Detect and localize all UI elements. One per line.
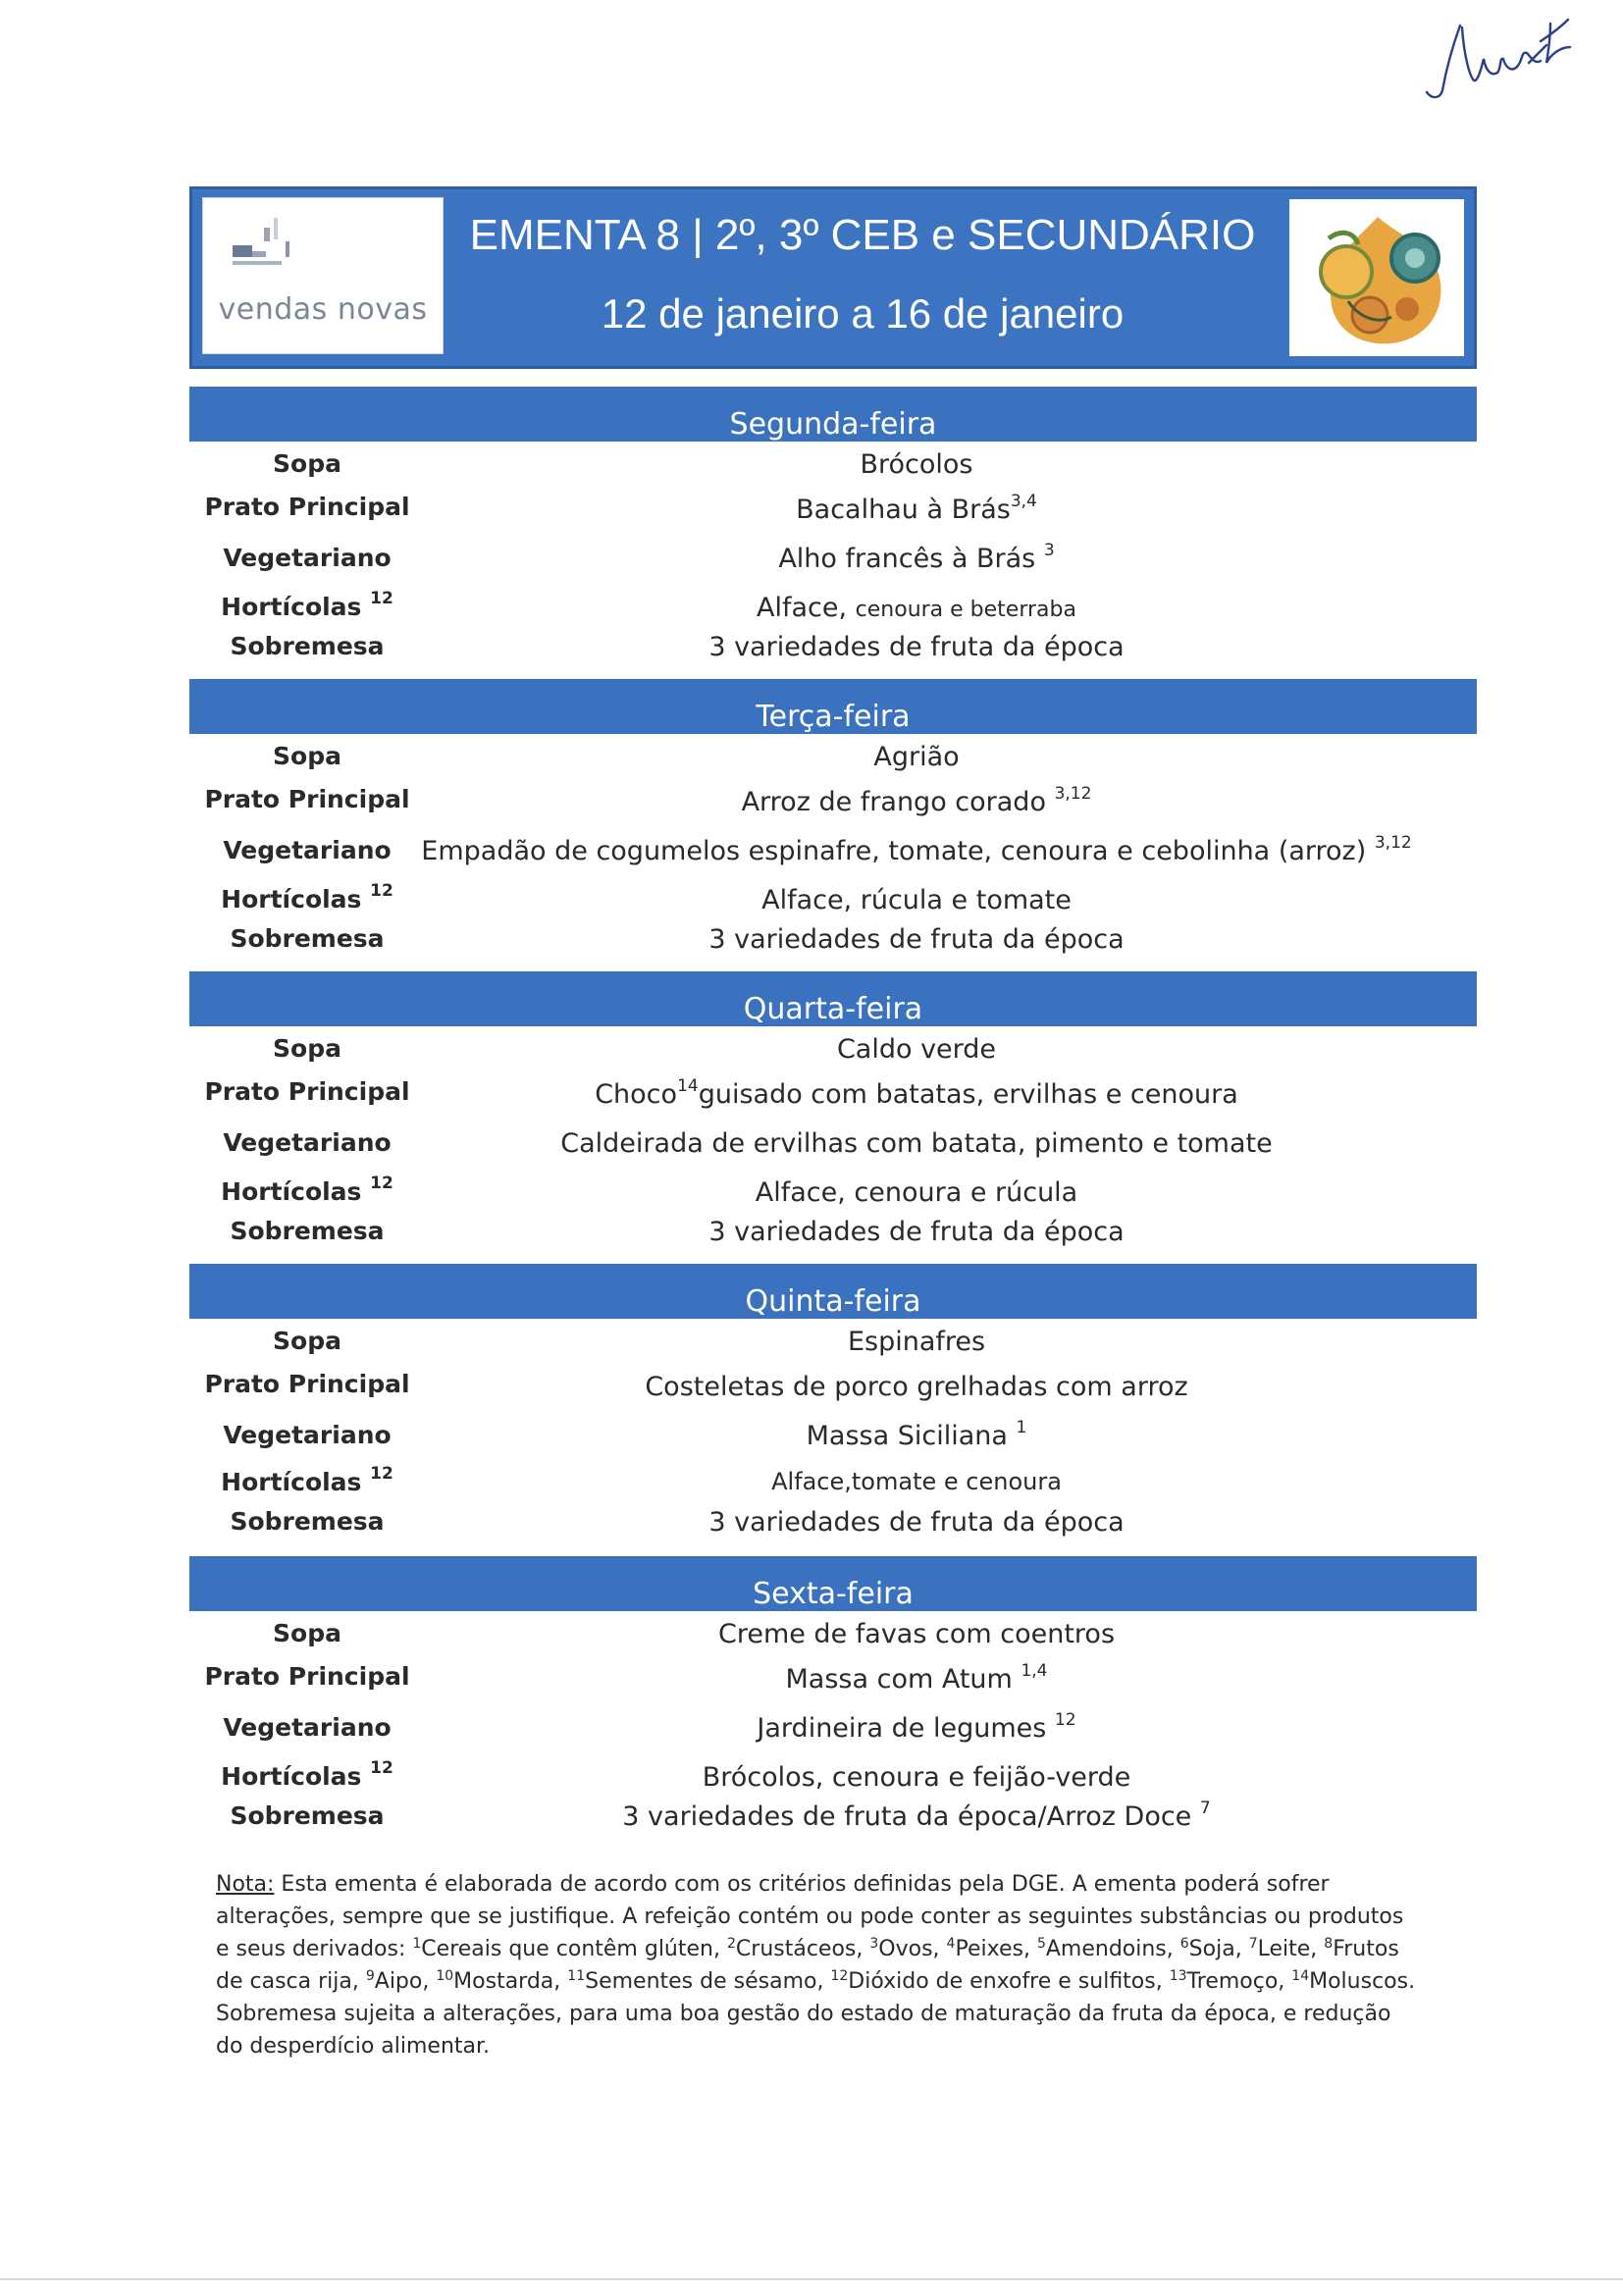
value-prato: Bacalhau à Brás$^{3,4}$ [796, 492, 1037, 525]
value-vegetariano: Alho francês à Brás $^3$ [778, 541, 1055, 574]
value-vegetariano: Jardineira de legumes $^{12}$ [757, 1710, 1076, 1744]
allergen-name: Frutos de casca rija, [216, 1937, 1399, 1994]
value-sopa: Espinafres [847, 1327, 986, 1357]
value-sopa: Creme de favas com coentros [717, 1619, 1116, 1649]
label-vegetariano: Vegetariano [223, 1421, 392, 1449]
note-outro: Sobremesa sujeita a alterações, para uma boa gestão do estado de maturação da fruta da época, e redução do desperdício alimentar. [216, 2002, 1391, 2059]
fruit-illustration [1289, 199, 1464, 356]
value-horticolas: Alface, cenoura e beterraba [757, 593, 1076, 623]
day-section-sexta [189, 1556, 1477, 1832]
label-horticolas: Hortícolas $^{12}$ [221, 1464, 393, 1496]
label-prato: Prato Principal [204, 493, 410, 521]
allergen-name: Sementes de sésamo, [585, 1969, 831, 1994]
label-horticolas: Hortícolas $^{12}$ [221, 1174, 393, 1206]
menu-header [189, 186, 1477, 369]
day-heading: Segunda-feira [189, 387, 1477, 442]
fruit-icon [1289, 199, 1464, 356]
allergen-number: 14 [1291, 1968, 1310, 1984]
note-label: Nota: [216, 1872, 275, 1897]
label-sobremesa: Sobremesa [230, 924, 385, 953]
allergen-name: Crustáceos, [735, 1937, 870, 1961]
page-title: EMENTA 8 | 2º, 3º CEB e SECUNDÁRIO [469, 211, 1256, 259]
allergen-number: 5 [1036, 1936, 1046, 1952]
allergen-number: 8 [1324, 1936, 1334, 1952]
allergen-number: 10 [436, 1968, 454, 1984]
label-horticolas: Hortícolas $^{12}$ [221, 589, 393, 621]
label-prato: Prato Principal [204, 1370, 410, 1398]
value-horticolas: Brócolos, cenoura e feijão-verde [702, 1762, 1131, 1793]
logo-text: vendas novas [218, 292, 428, 327]
value-sobremesa: 3 variedades de fruta da época [708, 1507, 1125, 1538]
day-section-quinta [189, 1264, 1477, 1538]
day-section-quarta [189, 971, 1477, 1247]
value-vegetariano: Caldeirada de ervilhas com batata, pimento e tomate [560, 1128, 1273, 1159]
value-horticolas: Alface, cenoura e rúcula [755, 1177, 1078, 1208]
day-heading: Quinta-feira [189, 1264, 1477, 1319]
allergen-number: 1 [412, 1936, 422, 1952]
label-sobremesa: Sobremesa [230, 1507, 385, 1536]
allergen-number: 12 [830, 1968, 849, 1984]
label-vegetariano: Vegetariano [223, 544, 392, 572]
allergen-number: 13 [1169, 1968, 1187, 1984]
allergen-name: Soja, [1188, 1937, 1249, 1961]
value-horticolas: Alface, rúcula e tomate [761, 885, 1072, 915]
value-prato: Choco$^{14}$guisado com batatas, ervilhas e cenoura [595, 1076, 1238, 1110]
allergen-number: 9 [365, 1968, 375, 1984]
value-sobremesa: 3 variedades de fruta da época [708, 632, 1125, 662]
value-prato: Arroz de frango corado $^{3,12}$ [741, 784, 1092, 817]
note-intro: Esta ementa é elaborada de acordo com os critérios definidas pela DGE. A ementa poderá sofrer alterações, sempre que se justifique. A refeição contém ou pode conter as seguintes substâncias ou produtos e seus derivados: [216, 1872, 1404, 1961]
municipality-logo [202, 197, 444, 354]
value-sopa: Agrião [873, 742, 960, 772]
allergen-name: Ovos, [878, 1937, 947, 1961]
label-sobremesa: Sobremesa [230, 1217, 385, 1245]
allergen-name: Amendoins, [1045, 1937, 1180, 1961]
label-sopa: Sopa [273, 449, 341, 478]
allergen-name: Leite, [1257, 1937, 1325, 1961]
value-sopa: Brócolos [860, 449, 973, 480]
value-sobremesa: 3 variedades de fruta da época [708, 924, 1125, 955]
value-sopa: Caldo verde [836, 1034, 997, 1065]
allergen-note [216, 1868, 1423, 2062]
allergen-name: Moluscos. [1309, 1969, 1416, 1994]
day-section-terca [189, 679, 1477, 955]
label-sobremesa: Sobremesa [230, 632, 385, 660]
allergen-number: 6 [1179, 1936, 1189, 1952]
allergen-name: Tremoço, [1186, 1969, 1292, 1994]
date-range: 12 de janeiro a 16 de janeiro [601, 290, 1125, 337]
day-heading: Terça-feira [189, 679, 1477, 734]
label-horticolas: Hortícolas $^{12}$ [221, 881, 393, 913]
value-vegetariano: Massa Siciliana $^1$ [806, 1418, 1027, 1451]
value-vegetariano: Empadão de cogumelos espinafre, tomate, cenoura e cebolinha (arroz) $^{3,12}$ [421, 833, 1412, 866]
label-sopa: Sopa [273, 742, 341, 770]
label-sobremesa: Sobremesa [230, 1801, 385, 1830]
allergen-number: 3 [869, 1936, 879, 1952]
label-prato: Prato Principal [204, 1662, 410, 1691]
value-sobremesa: 3 variedades de fruta da época [708, 1217, 1125, 1247]
value-prato: Massa com Atum $^{1,4}$ [785, 1661, 1048, 1695]
signature [1413, 8, 1590, 106]
allergen-name: Cereais que contêm glúten, [421, 1937, 727, 1961]
allergen-number: 11 [567, 1968, 586, 1984]
day-heading: Quarta-feira [189, 971, 1477, 1026]
allergen-number: 7 [1248, 1936, 1258, 1952]
label-sopa: Sopa [273, 1619, 341, 1647]
value-horticolas: Alface,tomate e cenoura [771, 1468, 1062, 1495]
day-heading: Sexta-feira [189, 1556, 1477, 1611]
label-vegetariano: Vegetariano [223, 1713, 392, 1742]
label-sopa: Sopa [273, 1327, 341, 1355]
label-prato: Prato Principal [204, 1077, 410, 1106]
value-prato: Costeletas de porco grelhadas com arroz [645, 1372, 1188, 1402]
allergen-number: 2 [726, 1936, 736, 1952]
allergen-name: Dióxido de enxofre e sulfitos, [848, 1969, 1170, 1994]
label-horticolas: Hortícolas $^{12}$ [221, 1758, 393, 1791]
day-section-segunda [189, 387, 1477, 662]
scan-edge-divider [0, 2278, 1623, 2280]
label-vegetariano: Vegetariano [223, 836, 392, 864]
value-sobremesa: 3 variedades de fruta da época/Arroz Doce $^7$ [622, 1799, 1211, 1832]
allergen-name: Mostarda, [453, 1969, 568, 1994]
allergen-name: Aipo, [374, 1969, 437, 1994]
label-prato: Prato Principal [204, 785, 410, 813]
allergen-number: 4 [946, 1936, 956, 1952]
label-sopa: Sopa [273, 1034, 341, 1063]
label-vegetariano: Vegetariano [223, 1128, 392, 1157]
allergen-name: Peixes, [955, 1937, 1037, 1961]
logo-emblem-icon [231, 212, 339, 281]
